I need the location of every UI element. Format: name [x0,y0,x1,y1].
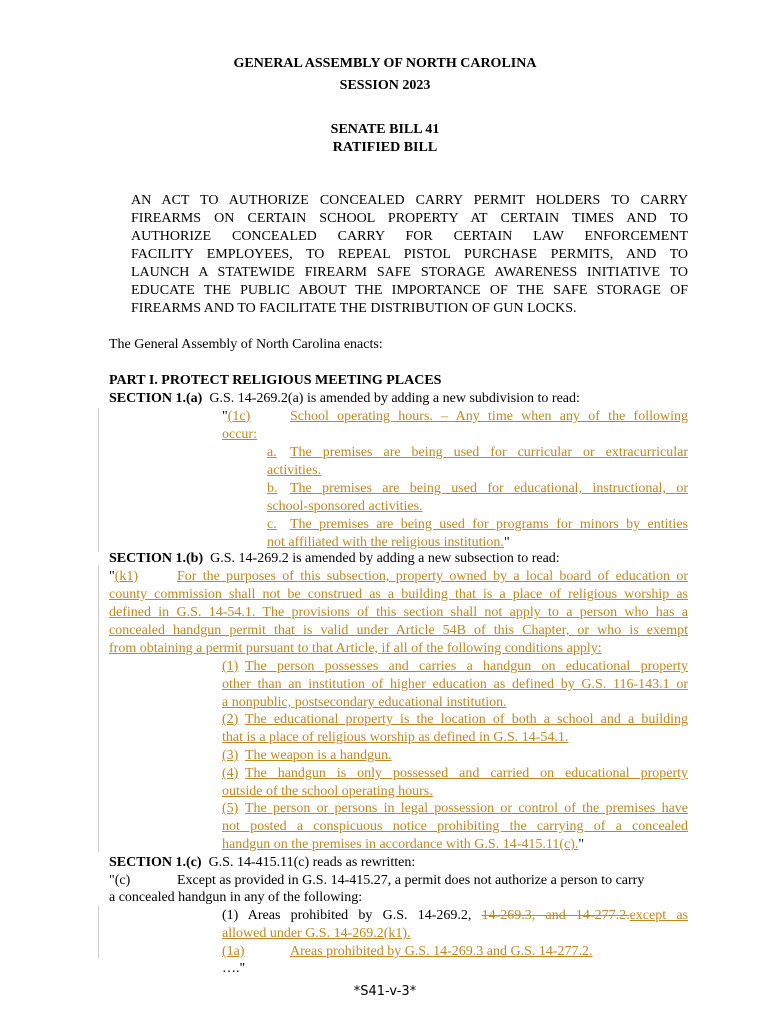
subsection-text: defined in G.S. 14-54.1. The provisions of this section shall not apply to a person who has a [109,605,688,620]
page-footer: *S41-v-3* [353,984,417,999]
section-1a [109,390,580,408]
change-bar [98,906,99,958]
item-letter: a. [267,445,277,460]
title-line: LAUNCH A STATEWIDE FIREARM SAFE STORAGE AWARENESS INITIATIVE TO [131,265,688,280]
inserted-text: allowed under G.S. 14-269.2(k1). [222,926,411,941]
condition-text: The handgun is only possessed and carried on educational property [245,766,688,781]
section-label: SECTION 1.(b) [109,551,204,566]
section-intro: G.S. 14-415.11(c) reads as rewritten: [208,855,416,870]
deleted-text: 14-269.3, and 14-277.2. [481,908,630,923]
subsection-number: "(k1) [109,569,139,584]
subsection-number: "(c) [109,873,131,888]
subsection-text: a concealed handgun in any of the following: [109,890,363,905]
title-line: FIREARMS AND TO FACILITATE THE DISTRIBUTION OF GUN LOCKS. [131,301,577,316]
condition-number: (1) [222,659,239,674]
subdivision-text: occur: [222,427,257,442]
item-text: The premises are being used for curricular or extracurricular [290,445,688,460]
condition-number: (4) [222,766,239,781]
section-1b [109,550,560,568]
enacting-clause: The General Assembly of North Carolina enacts: [109,337,383,352]
subdivision-number: (1a) [222,944,245,959]
title-line: FIREARMS ON CERTAIN SCHOOL PROPERTY AT CERTAIN TIMES AND TO [131,211,688,226]
condition-text: The person or persons in legal possession or control of the premises have [245,801,688,816]
change-bar [98,408,99,552]
inserted-text: except as [629,908,688,923]
subsection-text: For the purposes of this subsection, property owned by a local board of education or [177,569,688,584]
bill-number: SENATE BILL 41 [330,122,440,137]
item-text: not affiliated with the religious institution." [267,535,510,550]
assembly-heading: GENERAL ASSEMBLY OF NORTH CAROLINA [233,56,537,71]
item-text: The premises are being used for programs for minors by entities [290,517,688,532]
condition-text: that is a place of religious worship as defined in G.S. 14-54.1. [222,730,569,745]
section-label: SECTION 1.(c) [109,855,202,870]
change-bar [98,566,99,852]
item-letter: c. [267,517,277,532]
title-line: EDUCATE THE PUBLIC ABOUT THE IMPORTANCE OF THE SAFE STORAGE OF [131,283,688,298]
condition-text: outside of the school operating hours. [222,784,433,799]
subsection-text: county commission shall not be construed as a building that is a place of religious worship as [109,587,688,602]
title-line: FACILITY EMPLOYEES, TO REPEAL PISTOL PURCHASE PERMITS, AND TO [131,247,688,262]
section-intro: G.S. 14-269.2(a) is amended by adding a new subdivision to read: [209,391,580,406]
item-letter: b. [267,481,278,496]
subsection-text: from obtaining a permit pursuant to that Article, if all of the following conditions apply: [109,641,602,656]
subdivision-text: School operating hours. – Any time when any of the following [290,409,688,424]
bill-status: RATIFIED BILL [332,140,438,155]
subsection-text: concealed handgun permit that is valid under Article 54B of this Chapter, or who is exempt [109,623,688,638]
condition-text: The person possesses and carries a handgun on educational property [245,659,688,674]
subdivision-number: "(1c) [222,409,251,424]
item-text: The premises are being used for educational, instructional, or [290,481,688,496]
condition-number: (3) [222,748,239,763]
title-line: AUTHORIZE CONCEALED CARRY FOR CERTAIN LAW ENFORCEMENT [131,229,688,244]
title-line: AN ACT TO AUTHORIZE CONCEALED CARRY PERMIT HOLDERS TO CARRY [131,193,688,208]
section-1c [109,854,415,872]
condition-text: handgun on the premises in accordance with G.S. 14-415.11(c)." [222,837,585,852]
session-heading: SESSION 2023 [339,78,431,93]
condition-number: (5) [222,801,239,816]
condition-number: (2) [222,712,239,727]
section-intro: G.S. 14-269.2 is amended by adding a new subsection to read: [210,551,560,566]
condition-text: The weapon is a handgun. [245,748,392,763]
item-text: school-sponsored activities. [267,499,423,514]
condition-text: a nonpublic, postsecondary educational institution. [222,695,507,710]
amended-subdivision: (1) Areas prohibited by G.S. 14-269.2, 14-269.3, and 14-277.2.except as [222,908,688,923]
condition-text: The educational property is the location of both a school and a building [245,712,688,727]
subsection-text: Except as provided in G.S. 14-415.27, a permit does not authorize a person to carry [177,873,645,888]
condition-text: other than an institution of higher education as defined by G.S. 116-143.1 or [222,677,688,692]
condition-text: not posted a conspicuous notice prohibiting the carrying of a concealed [222,819,688,834]
ellipsis: …." [222,961,246,976]
section-label: SECTION 1.(a) [109,391,203,406]
part-heading: PART I. PROTECT RELIGIOUS MEETING PLACES [109,373,442,388]
item-text: activities. [267,463,322,478]
subdivision-text: Areas prohibited by G.S. 14-269.3 and G.S. 14-277.2. [290,944,593,959]
